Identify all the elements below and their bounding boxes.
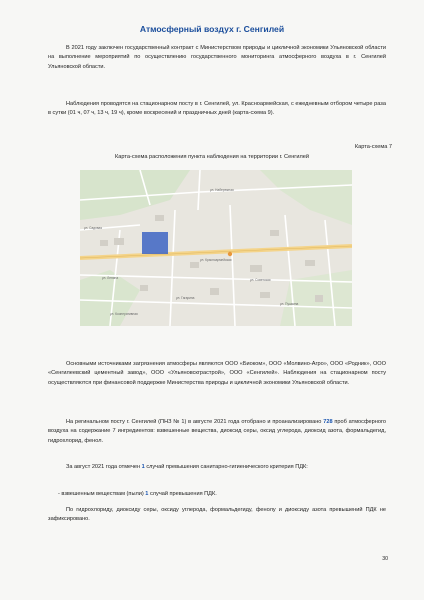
intro-paragraph-observations: Наблюдения проводятся на стационарном посту в г. Сенгилей, ул. Красноармейская, с ежедневным отбором четыре раза в сутки (01 ч, 07 ч, 13 ч, 19 ч), кроме воскресений и праздничных дней (карта-схема 9). <box>48 101 386 117</box>
cases-count: 1 <box>141 464 145 470</box>
samples-count: 728 <box>323 419 333 425</box>
location-map <box>80 170 352 326</box>
station-marker <box>142 232 168 254</box>
street-label: ул. Набережная <box>210 188 234 192</box>
bullet-count: 1 <box>145 491 149 497</box>
sources-paragraph: Основными источниками загрязнения атмосферы являются ООО «Биоком», ООО «Молвино-Агро», ООО «Родник», ООО «Сенгилеевский цементный завод», ООО «Ульяновскграстрой», ООО «Сенгилей». Наблюдения на стационарном посту осуществляются при финансовой поддержке Министерства природы и цикличной экономики Ульяновской области. <box>48 361 386 386</box>
no-exceedance-paragraph: По гидрохлориду, диоксиду серы, оксиду углерода, формальдегиду, фенолу и диоксиду азота превышений ПДК не зафиксировано. <box>48 507 386 523</box>
street-label: ул. Садовая <box>84 226 103 230</box>
results-paragraph-samples: На регинальном посту г. Сенгилей (ПНЗ № 1) в августе 2021 года отобрано и проанализировано 728 проб атмосферного воздуха на содержание 7 ингредиентов: взвешенные вещества, диоксид серы, оксид углерода, диоксид азота, формальдегид, гидрохлорид, фенол. <box>48 419 386 444</box>
poi-marker <box>228 252 232 256</box>
street-label: ул. Ленина <box>102 276 119 280</box>
street-label: ул. Красноармейская <box>200 258 232 262</box>
results-paragraph-cases: За август 2021 года отмечен 1 случай превышения санитарно-гигиенического критерия ПДК: <box>66 464 308 470</box>
map-caption: Карта-схема расположения пункта наблюдения на территории г. Сенгилей <box>115 154 309 160</box>
street-label: ул. Советская <box>250 278 271 282</box>
map-label-number: Карта-схема 7 <box>354 144 392 150</box>
map-graphic <box>80 170 352 326</box>
street-label: ул. Пушкина <box>280 302 299 306</box>
page-number: 30 <box>382 556 388 562</box>
street-label: ул. Кооперативная <box>110 312 138 316</box>
page-title: Атмосферный воздух г. Сенгилей <box>139 24 285 34</box>
exceedance-bullet: - взвешенным веществам (пыли) 1 случай превышения ПДК. <box>58 491 217 497</box>
intro-paragraph-contract: В 2021 году заключен государственный контракт с Министерством природы и цикличной экономики Ульяновской области на выполнение мероприятий по осуществлению государственного мониторинга атмосферного воздуха в г. Сенгилей Ульяновской области. <box>48 45 386 70</box>
street-label: ул. Гагарина <box>176 296 195 300</box>
